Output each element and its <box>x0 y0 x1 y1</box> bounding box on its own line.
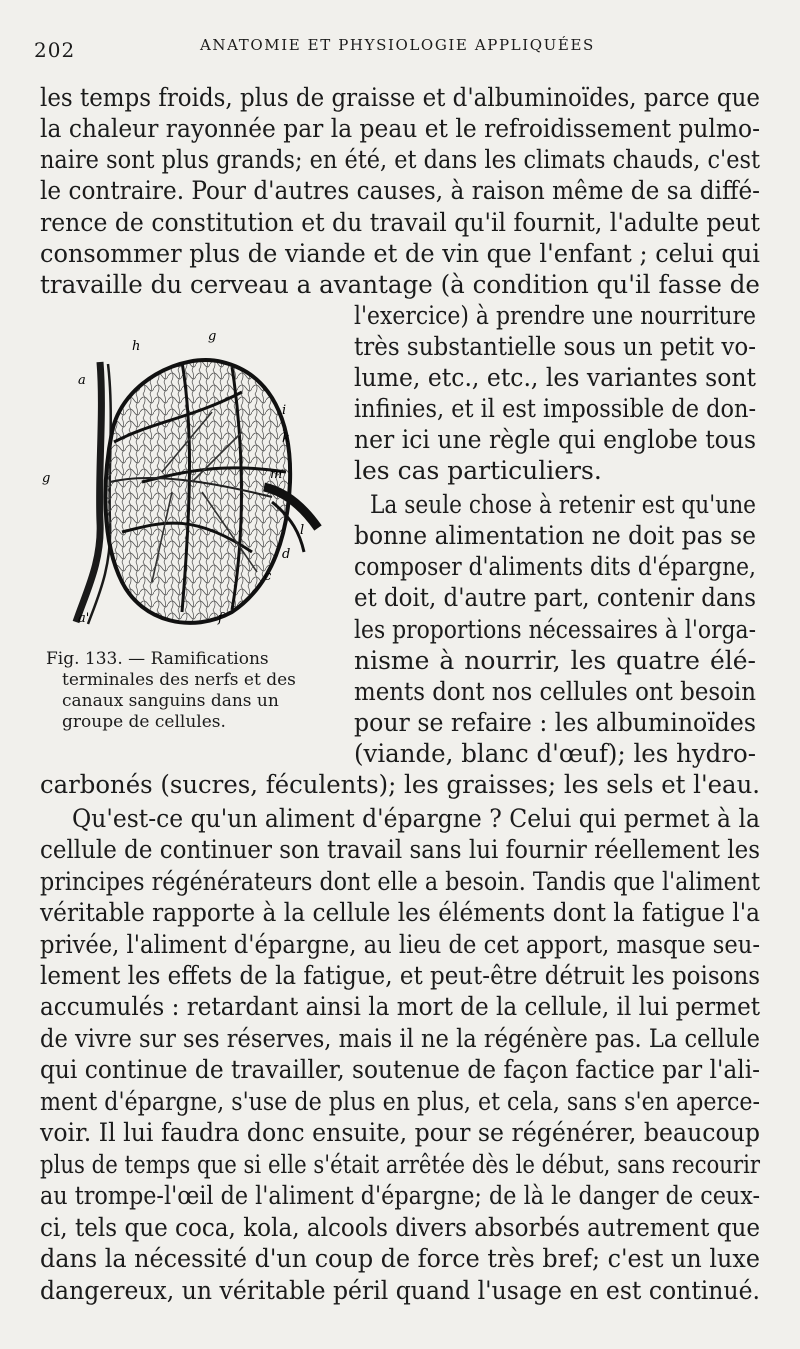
caption-line: canaux sanguins dans un <box>62 691 279 711</box>
body-line: rence de constitution et du travail qu'il fournit, l'adulte peut <box>40 208 760 237</box>
figure-label: f <box>218 611 223 626</box>
body-line: ci, tels que coca, kola, alcools divers absorbés autrement que <box>40 1213 761 1242</box>
column-line: (viande, blanc d'œuf); les hydro- <box>354 739 757 768</box>
column-line: et doit, d'autre part, contenir dans <box>354 583 757 612</box>
body-line: ment d'épargne, s'use de plus en plus, et cela, sans s'en aperce- <box>40 1087 761 1116</box>
figure-label: g <box>42 471 51 486</box>
body-line: le contraire. Pour d'autres causes, à raison même de sa diffé- <box>40 176 760 205</box>
column-line: ner ici une règle qui englobe tous <box>354 425 757 454</box>
column-line: ments dont nos cellules ont besoin <box>354 677 756 706</box>
column-line: pour se refaire : les albuminoïdes <box>354 708 757 737</box>
body-line: principes régénérateurs dont elle a besoin. Tandis que l'aliment <box>40 867 761 896</box>
body-line: Qu'est-ce qu'un aliment d'épargne ? Celui qui permet à la <box>72 804 760 833</box>
caption-line: terminales des nerfs et des <box>62 670 296 690</box>
figure-label: l <box>300 523 305 538</box>
column-line: composer d'aliments dits d'épargne, <box>354 552 756 581</box>
body-line: plus de temps que si elle s'était arrêtée dès le début, sans recourir <box>40 1150 761 1179</box>
caption-line: Fig. 133. — Ramifications <box>46 649 269 669</box>
body-line: la chaleur rayonnée par la peau et le refroidissement pulmo- <box>40 114 760 143</box>
body-line: véritable rapporte à la cellule les éléments dont la fatigue l'a <box>40 898 760 927</box>
body-line: naire sont plus grands; en été, et dans les climats chauds, c'est <box>40 145 760 174</box>
anatomical-illustration <box>42 322 326 644</box>
figure-label: i <box>282 403 287 418</box>
column-line: les cas particuliers. <box>354 456 602 485</box>
running-title: ANATOMIE ET PHYSIOLOGIE APPLIQUÉES <box>200 36 595 54</box>
column-line: bonne alimentation ne doit pas se <box>354 521 756 550</box>
caption-line: groupe de cellules. <box>62 712 226 732</box>
body-line: privée, l'aliment d'épargne, au lieu de cet apport, masque seu- <box>40 930 760 959</box>
body-line: consommer plus de viande et de vin que l'enfant ; celui qui <box>40 239 760 268</box>
figure-label: c <box>264 569 272 584</box>
figure-label: d <box>282 547 291 562</box>
body-line: dans la nécessité d'un coup de force très bref; c'est un luxe <box>40 1244 760 1273</box>
column-line: lume, etc., etc., les variantes sont <box>354 363 756 392</box>
figure-label: a <box>78 373 86 388</box>
column-line: infinies, et il est impossible de don- <box>354 394 757 423</box>
column-line: nisme à nourrir, les quatre élé- <box>354 646 756 675</box>
page-number: 202 <box>34 38 76 62</box>
figure-label: h <box>132 339 141 354</box>
figure-label: m <box>270 467 283 482</box>
figure-label: k <box>282 431 290 446</box>
page-header <box>34 30 764 60</box>
column-line: La seule chose à retenir est qu'une <box>370 490 757 519</box>
body-line: carbonés (sucres, féculents); les graisses; les sels et l'eau. <box>40 770 761 799</box>
body-line: dangereux, un véritable péril quand l'usage en est continué. <box>40 1276 761 1305</box>
body-line: voir. Il lui faudra donc ensuite, pour se régénérer, beaucoup <box>40 1118 761 1147</box>
body-line: accumulés : retardant ainsi la mort de la cellule, il lui permet <box>40 992 761 1021</box>
column-line: les proportions nécessaires à l'orga- <box>354 615 756 644</box>
column-line: l'exercice) à prendre une nourriture <box>354 301 757 330</box>
body-line: qui continue de travailler, soutenue de façon factice par l'ali- <box>40 1055 761 1084</box>
body-line: travaille du cerveau a avantage (à condition qu'il fasse de <box>40 270 760 299</box>
column-line: très substantielle sous un petit vo- <box>354 332 756 361</box>
body-line: de vivre sur ses réserves, mais il ne la régénère pas. La cellule <box>40 1024 760 1053</box>
body-line: cellule de continuer son travail sans lui fournir réellement les <box>40 835 761 864</box>
body-line: au trompe-l'œil de l'aliment d'épargne; de là le danger de ceux- <box>40 1181 760 1210</box>
body-line: lement les effets de la fatigue, et peut-être détruit les poisons <box>40 961 761 990</box>
figure-label: g <box>208 329 217 344</box>
figure-label: a' <box>78 611 90 626</box>
figure-caption <box>46 649 326 733</box>
body-line: les temps froids, plus de graisse et d'albuminoïdes, parce que <box>40 83 760 112</box>
